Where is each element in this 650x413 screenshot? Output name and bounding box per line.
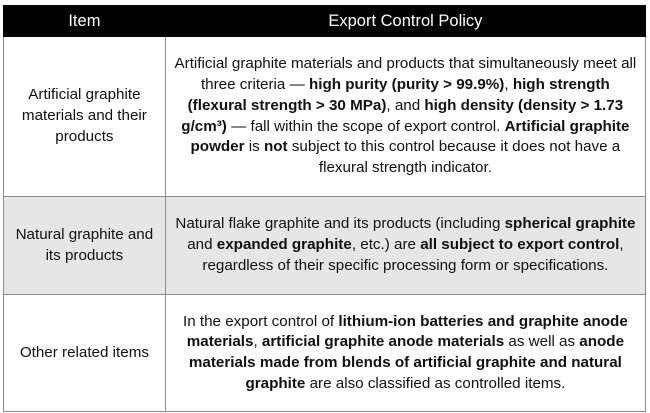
bold-text: Artificial graphite powder bbox=[190, 117, 630, 156]
bold-text: not bbox=[263, 138, 288, 156]
policy-cell bbox=[165, 197, 645, 295]
bold-text: high strength (flexural strength > 30 MPa) bbox=[187, 76, 610, 114]
text-segment: , bbox=[253, 333, 262, 351]
text-segment: , bbox=[504, 76, 513, 94]
item-cell: Other related items bbox=[4, 295, 166, 412]
table-row bbox=[4, 295, 646, 412]
policy-cell bbox=[165, 37, 645, 197]
bold-text: all subject to export control bbox=[420, 236, 620, 254]
text-segment: Artificial graphite materials and products that simultaneously meet all three criteria — bbox=[174, 55, 637, 94]
text-segment: , and bbox=[386, 96, 425, 114]
item-cell: Artificial graphite materials and their products bbox=[4, 37, 166, 197]
text-segment: and bbox=[187, 236, 217, 254]
table-header-row bbox=[4, 6, 646, 37]
text-segment: subject to this control because it does not have a flexural strength indicator. bbox=[287, 138, 621, 176]
text-segment: are also classified as controlled items. bbox=[305, 374, 566, 392]
column-header-item: Item bbox=[4, 6, 166, 37]
text-segment: — fall within the scope of export control. bbox=[226, 117, 505, 135]
text-segment: , regardless of their specific processing form or specifications. bbox=[202, 236, 624, 274]
export-control-table bbox=[3, 5, 646, 412]
bold-text: expanded graphite bbox=[216, 236, 352, 254]
table-row bbox=[4, 37, 646, 197]
table-row bbox=[4, 197, 646, 295]
bold-text: spherical graphite bbox=[504, 215, 636, 233]
bold-text: high density (density > 1.73 g/cm³) bbox=[181, 96, 624, 135]
text-segment: , etc.) are bbox=[351, 236, 421, 254]
text-segment: is bbox=[244, 138, 264, 156]
text-segment: Natural flake graphite and its products (including bbox=[175, 215, 505, 233]
bold-text: high purity (purity > 99.9%) bbox=[309, 76, 505, 94]
column-header-policy: Export Control Policy bbox=[165, 6, 645, 37]
item-cell: Natural graphite and its products bbox=[4, 197, 166, 295]
bold-text: anode materials made from blends of artificial graphite and natural graphite bbox=[188, 333, 625, 392]
policy-cell bbox=[165, 295, 645, 412]
bold-text: lithium-ion batteries and graphite anode materials bbox=[186, 312, 628, 351]
text-segment: In the export control of bbox=[183, 312, 339, 330]
text-segment: as well as bbox=[504, 333, 580, 351]
bold-text: artificial graphite anode materials bbox=[261, 333, 505, 351]
